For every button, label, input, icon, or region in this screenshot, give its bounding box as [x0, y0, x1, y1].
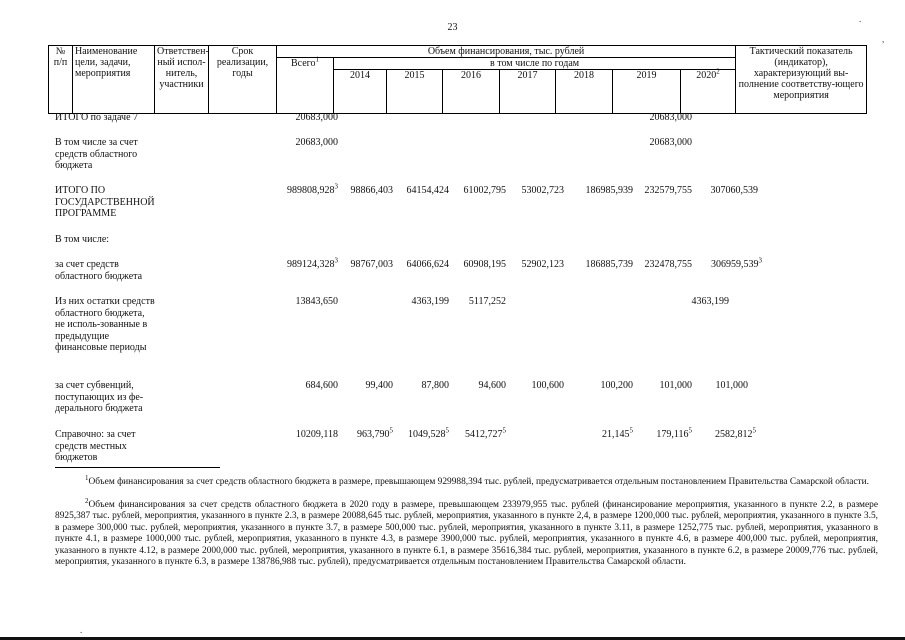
- row-name: Справочно: за счет средств местных бюджетов: [55, 429, 136, 463]
- row-name: В том числе:: [55, 234, 110, 245]
- row-value-2018: 21,145$^5$: [602, 426, 633, 440]
- row-total: 989124,328$^3$: [287, 256, 338, 270]
- row-value-2015: 64154,424: [406, 185, 449, 196]
- row-value-2017: 100,600: [531, 380, 564, 391]
- row-name: В том числе за счет средств областного бюджета: [55, 137, 138, 171]
- row-value-2019: 179,116$^5$: [656, 426, 692, 440]
- col-fin-header: Объем финансирования, тыс. рублей: [277, 46, 736, 58]
- footnote-1: $^1$Объем финансирования за счет средств областного бюджета в размере, превышающем 929988,394 тыс. рублей, предусматривается отдельным постановлением Правительства Самарской области.: [85, 473, 869, 487]
- scan-mark: ,: [882, 34, 885, 44]
- year-header-2019: 2019: [613, 70, 681, 114]
- year-header-2018: 2018: [556, 70, 613, 114]
- row-total: 20683,000: [295, 112, 338, 123]
- row-value-2014: 98866,403: [350, 185, 393, 196]
- col-total-header: Всего$^1$: [277, 58, 334, 114]
- scan-mark: .: [859, 14, 862, 24]
- row-value-2015: 1049,528$^5$: [408, 426, 449, 440]
- row-name: ИТОГО ПО ГОСУДАРСТВЕННОЙ ПРОГРАММЕ: [55, 185, 155, 219]
- row-value-2019: 232478,755: [644, 259, 692, 270]
- row-value-2019: 232579,755: [644, 185, 692, 196]
- row-name: ИТОГО по задаче 7: [55, 112, 139, 123]
- row-value-2014: 98767,003: [350, 259, 393, 270]
- row-value-2014: 963,790$^5$: [357, 426, 393, 440]
- col-resp-header: Ответствен-ный испол-нитель, участники: [155, 46, 209, 114]
- year-header-2017: 2017: [500, 70, 556, 114]
- col-term-header: Срок реализации, годы: [209, 46, 277, 114]
- row-total: 989808,928$^3$: [287, 182, 338, 196]
- row-value-2017: 53002,723: [521, 185, 564, 196]
- row-value-2019: 101,000: [659, 380, 692, 391]
- col-by-year-header: в том числе по годам: [334, 58, 736, 70]
- row-value-2019: 20683,000: [649, 112, 692, 123]
- row-value-2016: 5412,727$^5$: [465, 426, 506, 440]
- footnote-2: $^2$Объем финансирования за счет средств областного бюджета в 2020 году в размере, превышающем 233979,955 тыс. рублей (финансирование мероприятия, указанного в пункте 2.2, в размере 8925,387 тыс. рублей, мероприятия, указанного в пункте 2.3, в размере 20088,645 тыс. рублей, мероприятия, указанного в пункте 2,4, в размере 1200,000 тыс. рублей, мероприятия, указанного в пункте 3.5, в размере 300,000 тыс. рублей, мероприятия, указанного в пункте 3.7, в размере 500,000 тыс. рублей, мероприятия, указанного в пункте 3.11, в размере 1252,775 тыс. рублей, мероприятия, указанного в пункте 4.1, в размере 1000,000 тыс. рублей, мероприятия, указанного в пункте 4.3, в размере 3900,000 тыс. рублей, мероприятия, указанного в пункте 4.6, в размере 400,000 тыс. рублей, мероприятия, указанного в пункте 4.12, в размере 2000,000 тыс. рублей, мероприятия, указанного в пункте 6.1, в размере 35616,384 тыс. рублей, мероприятия, указанного в пункте 6.2, в размере 20009,776 тыс. рублей, мероприятия, указанного в пункте 6.3, в размере 138786,988 тыс. рублей), предусматривается отдельным постановлением Правительства Самарской области.: [55, 496, 878, 568]
- row-value-2017: 52902,123: [521, 259, 564, 270]
- row-value-2016: 61002,795: [463, 185, 506, 196]
- row-name: за счет средств областного бюджета: [55, 259, 143, 282]
- row-value-2014: 99,400: [365, 380, 393, 391]
- page-number: 23: [447, 22, 458, 33]
- row-name: Из них остатки средств областного бюджета, не исполь-зованные в предыдущие финансовые периоды: [55, 296, 155, 353]
- col-name-header: Наименование цели, задачи, мероприятия: [73, 46, 155, 114]
- row-value-2019: 4363,199: [691, 296, 729, 307]
- year-header-2016: 2016: [443, 70, 500, 114]
- row-value-2015: 64066,624: [406, 259, 449, 270]
- row-name: за счет субвенций, поступающих из фе-дерального бюджета: [55, 380, 144, 414]
- row-value-2018: 100,200: [600, 380, 633, 391]
- header-table: [48, 45, 867, 114]
- row-value-2018: 186985,939: [585, 185, 633, 196]
- row-value-2019: 20683,000: [649, 137, 692, 148]
- row-value-2016: 60908,195: [463, 259, 506, 270]
- row-value-2018: 186885,739: [585, 259, 633, 270]
- row-value-2015: 87,800: [421, 380, 449, 391]
- row-total: 13843,650: [295, 296, 338, 307]
- row-value-2020: 306959,539$^3$: [711, 256, 762, 270]
- row-value-2020: 307060,539: [710, 185, 758, 196]
- row-value-2020: 101,000: [715, 380, 748, 391]
- row-total: 684,600: [305, 380, 338, 391]
- col-no-header: № п/п: [49, 46, 73, 114]
- year-header-2015: 2015: [387, 70, 443, 114]
- col-indicator-header: Тактический показатель (индикатор), характеризующий вы-полнение соответству-ющего мероприятия: [736, 46, 867, 114]
- year-header-2020: 2020$^2$: [681, 70, 736, 114]
- row-value-2020: 2582,812$^5$: [715, 426, 756, 440]
- row-total: 10209,118: [295, 429, 338, 440]
- year-header-2014: 2014: [334, 70, 387, 114]
- row-value-2016: 94,600: [478, 380, 506, 391]
- scan-mark: .: [80, 625, 83, 635]
- row-value-2015: 4363,199: [411, 296, 449, 307]
- footnote-separator: [55, 467, 220, 468]
- row-value-2016: 5117,252: [468, 296, 506, 307]
- row-total: 20683,000: [295, 137, 338, 148]
